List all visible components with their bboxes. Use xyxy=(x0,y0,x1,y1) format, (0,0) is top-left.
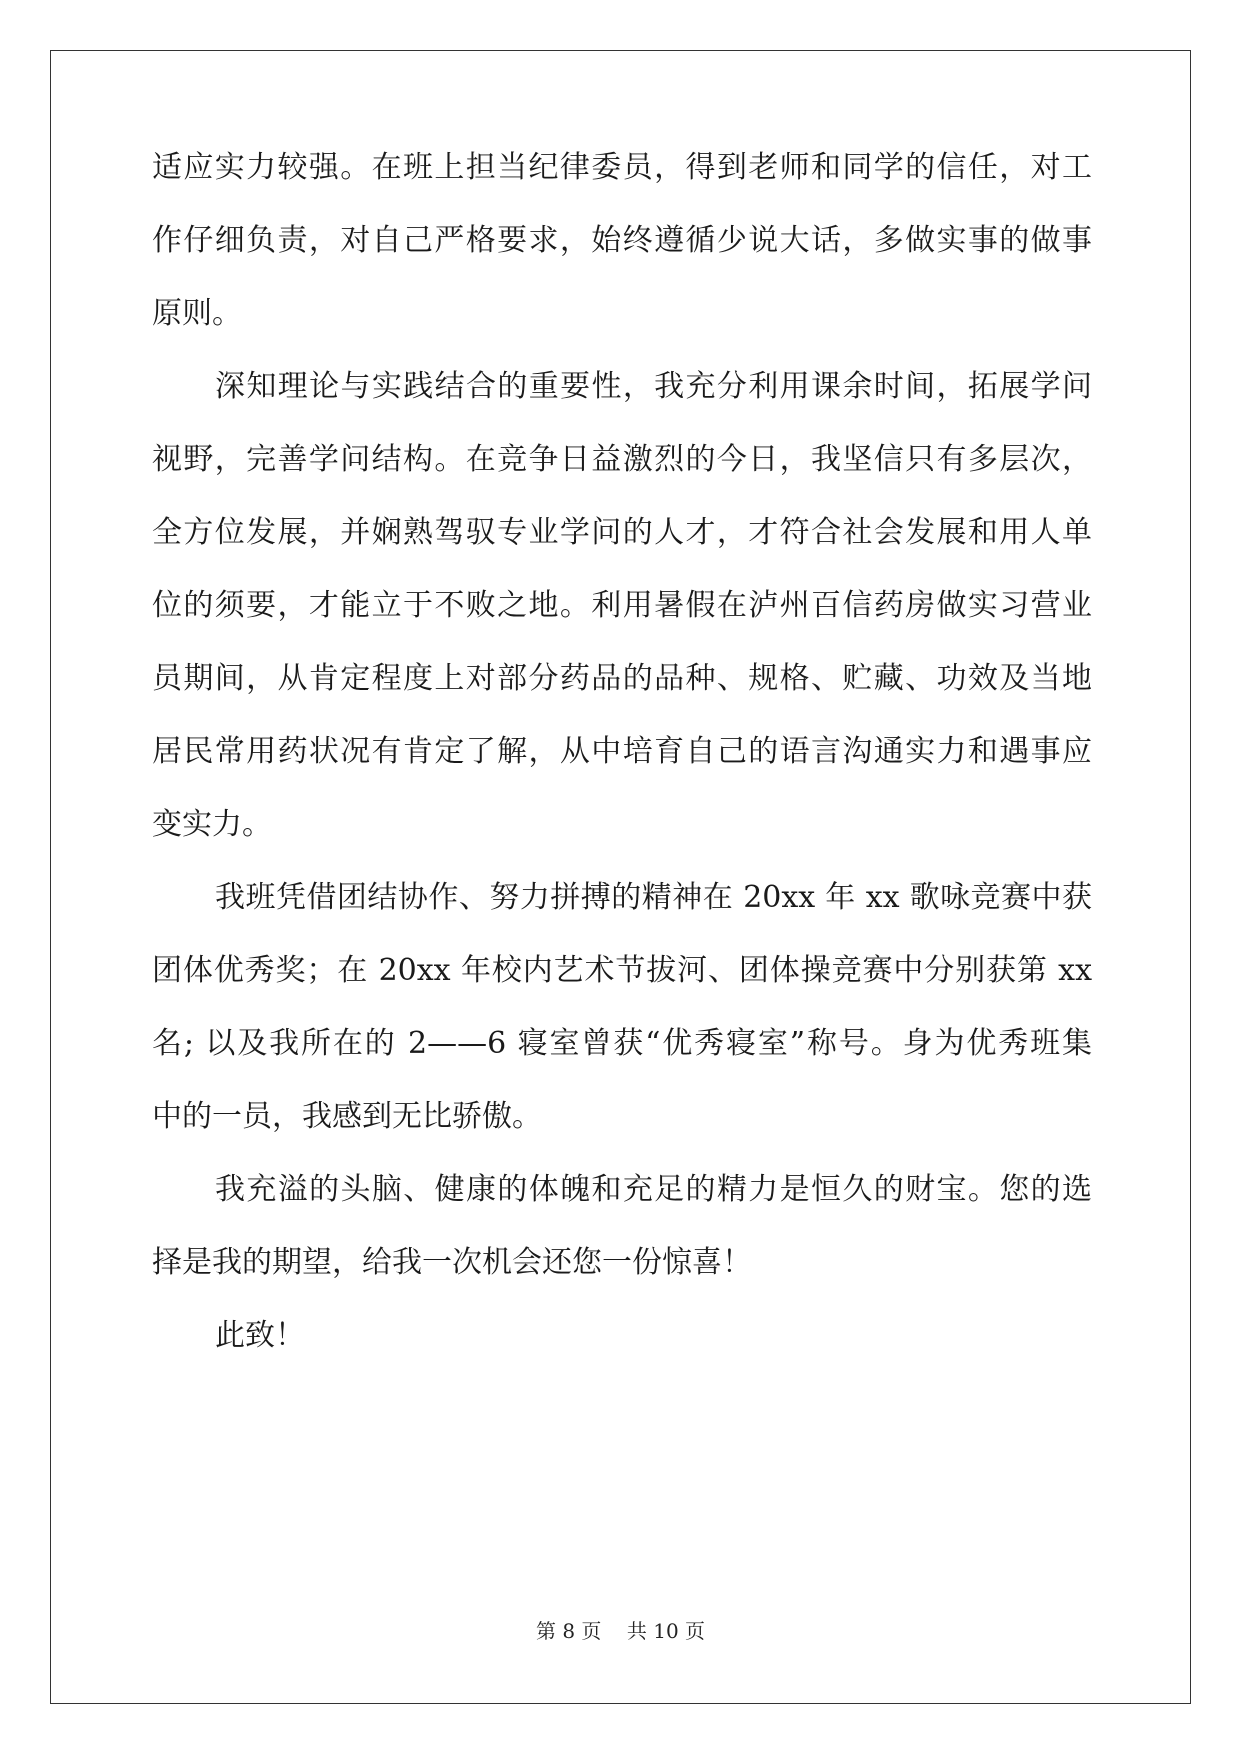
text-line: 全方位发展，并娴熟驾驭专业学问的人才，才符合社会发展和用人单 xyxy=(152,515,1092,550)
text-line: 我班凭借团结协作、努力拼搏的精神在 20xx 年 xx 歌咏竞赛中获 xyxy=(215,880,1092,915)
text-line: 名; 以及我所在的 2——6 寝室曾获“优秀寝室”称号。身为优秀班集 xyxy=(152,1026,1092,1061)
text-line: 居民常用药状况有肯定了解，从中培育自己的语言沟通实力和遇事应 xyxy=(152,734,1092,769)
text-line: 择是我的期望，给我一次机会还您一份惊喜！ xyxy=(152,1245,752,1280)
text-line: 作仔细负责，对自己严格要求，始终遵循少说大话，多做实事的做事 xyxy=(152,223,1092,258)
text-line: 位的须要，才能立于不败之地。利用暑假在泸州百信药房做实习营业 xyxy=(152,588,1092,623)
page-footer xyxy=(0,1618,1241,1644)
text-line: 我充溢的头脑、健康的体魄和充足的精力是恒久的财宝。您的选 xyxy=(215,1172,1092,1207)
text-line: 适应实力较强。在班上担当纪律委员，得到老师和同学的信任，对工 xyxy=(152,150,1092,185)
text-line: 中的一员，我感到无比骄傲。 xyxy=(152,1099,542,1134)
text-line: 团体优秀奖；在 20xx 年校内艺术节拔河、团体操竞赛中分别获第 xx xyxy=(152,953,1092,988)
closing-salutation: 此致！ xyxy=(215,1318,305,1353)
text-line: 视野，完善学问结构。在竞争日益激烈的今日，我坚信只有多层次， xyxy=(152,442,1092,477)
page-total: 共 10 页 xyxy=(626,1619,706,1643)
text-line: 原则。 xyxy=(152,296,242,331)
text-line: 深知理论与实践结合的重要性，我充分利用课余时间，拓展学问 xyxy=(215,369,1092,404)
page-number: 第 8 页 xyxy=(535,1619,602,1643)
text-line: 变实力。 xyxy=(152,807,272,842)
text-line: 员期间，从肯定程度上对部分药品的品种、规格、贮藏、功效及当地 xyxy=(152,661,1092,696)
